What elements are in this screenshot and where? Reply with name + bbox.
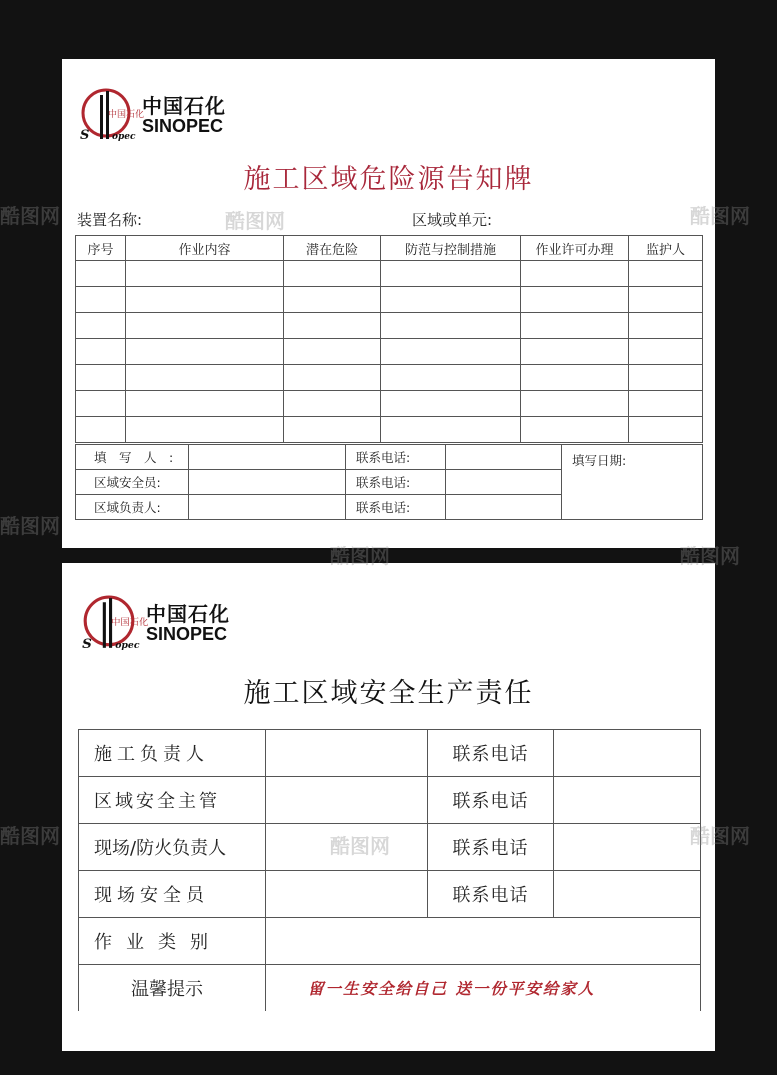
logo-en-text: SINOPEC bbox=[142, 116, 224, 137]
filler-field[interactable] bbox=[189, 445, 346, 470]
phone-label: 联系电话: bbox=[346, 445, 446, 470]
table-row bbox=[76, 261, 703, 287]
phone-label: 联系电话 bbox=[428, 824, 554, 871]
device-name-label: 装置名称: bbox=[77, 211, 143, 229]
area-safety-supervisor-label: 区域安全主管 bbox=[79, 777, 266, 824]
hazard-cell[interactable] bbox=[381, 365, 521, 391]
hazard-cell[interactable] bbox=[284, 261, 381, 287]
table-row bbox=[79, 777, 701, 824]
header-cell: 监护人 bbox=[629, 236, 703, 261]
table-row bbox=[79, 730, 701, 777]
work-type-field[interactable] bbox=[266, 918, 701, 965]
hazard-notice-title: 施工区域危险源告知牌 bbox=[243, 164, 534, 195]
table-row bbox=[76, 391, 703, 417]
area-safety-field[interactable] bbox=[189, 470, 346, 495]
phone-field[interactable] bbox=[446, 445, 562, 470]
construction-head-field[interactable] bbox=[266, 730, 428, 777]
watermark-brand: 酷图网 bbox=[0, 824, 60, 848]
area-safety-label: 区域安全员: bbox=[76, 470, 189, 495]
table-row bbox=[76, 313, 703, 339]
phone-field[interactable] bbox=[554, 777, 701, 824]
hazard-cell[interactable] bbox=[126, 417, 284, 443]
svg-text:opec: opec bbox=[112, 132, 136, 142]
hazard-cell[interactable] bbox=[76, 261, 126, 287]
hazard-cell[interactable] bbox=[126, 365, 284, 391]
svg-text:opec: opec bbox=[115, 639, 140, 651]
table-row bbox=[76, 417, 703, 443]
header-cell: 作业内容 bbox=[126, 236, 284, 261]
header-cell: 防范与控制措施 bbox=[381, 236, 521, 261]
phone-label: 联系电话 bbox=[428, 730, 554, 777]
header-cell: 潜在危险 bbox=[284, 236, 381, 261]
svg-text:S: S bbox=[80, 128, 90, 143]
hazard-cell[interactable] bbox=[629, 417, 703, 443]
tip-label: 温馨提示 bbox=[79, 965, 266, 1012]
hazard-cell[interactable] bbox=[521, 287, 629, 313]
hazard-cell[interactable] bbox=[284, 339, 381, 365]
safety-slogan: 留一生安全给自己 送一份平安给家人 bbox=[266, 965, 701, 1012]
responsibility-card bbox=[62, 563, 715, 1051]
hazard-cell[interactable] bbox=[284, 313, 381, 339]
hazard-cell[interactable] bbox=[126, 313, 284, 339]
phone-field[interactable] bbox=[446, 470, 562, 495]
responsibility-title: 施工区域安全生产责任 bbox=[243, 678, 534, 709]
phone-field[interactable] bbox=[446, 495, 562, 520]
hazard-cell[interactable] bbox=[126, 339, 284, 365]
phone-label: 联系电话 bbox=[428, 777, 554, 824]
hazard-cell[interactable] bbox=[381, 313, 521, 339]
construction-head-label: 施工负责人 bbox=[79, 730, 266, 777]
hazard-cell[interactable] bbox=[629, 261, 703, 287]
logo-cn-text: 中国石化 bbox=[146, 602, 230, 627]
watermark-brand: 酷图网 bbox=[680, 544, 740, 568]
hazard-cell[interactable] bbox=[381, 287, 521, 313]
hazard-cell[interactable] bbox=[284, 391, 381, 417]
hazard-cell[interactable] bbox=[381, 261, 521, 287]
hazard-cell[interactable] bbox=[629, 391, 703, 417]
phone-label: 联系电话: bbox=[346, 495, 446, 520]
hazard-cell[interactable] bbox=[284, 365, 381, 391]
header-cell: 作业许可办理 bbox=[521, 236, 629, 261]
hazard-cell[interactable] bbox=[521, 261, 629, 287]
hazard-cell[interactable] bbox=[284, 417, 381, 443]
sinopec-emblem-icon bbox=[80, 593, 149, 655]
watermark-brand: 酷图网 bbox=[330, 834, 390, 858]
hazard-cell[interactable] bbox=[629, 339, 703, 365]
watermark-brand: 酷图网 bbox=[690, 204, 750, 228]
watermark-brand: 酷图网 bbox=[0, 204, 60, 228]
hazard-cell[interactable] bbox=[76, 287, 126, 313]
hazard-cell[interactable] bbox=[521, 313, 629, 339]
table-row bbox=[76, 287, 703, 313]
watermark-brand: 酷图网 bbox=[225, 209, 285, 233]
hazard-cell[interactable] bbox=[629, 313, 703, 339]
area-unit-label: 区域或单元: bbox=[412, 211, 493, 229]
header-cell: 序号 bbox=[76, 236, 126, 261]
hazard-cell[interactable] bbox=[76, 391, 126, 417]
hazard-table bbox=[75, 235, 703, 443]
hazard-cell[interactable] bbox=[76, 417, 126, 443]
hazard-cell[interactable] bbox=[126, 287, 284, 313]
table-row bbox=[76, 445, 703, 470]
watermark-brand: 酷图网 bbox=[330, 544, 390, 568]
sinopec-emblem-icon bbox=[78, 87, 145, 145]
svg-text:中国石化: 中国石化 bbox=[108, 110, 145, 120]
fill-date-label: 填写日期: bbox=[562, 445, 703, 520]
hazard-cell[interactable] bbox=[629, 365, 703, 391]
area-safety-supervisor-field[interactable] bbox=[266, 777, 428, 824]
sinopec-logo bbox=[78, 87, 226, 145]
hazard-cell[interactable] bbox=[76, 339, 126, 365]
hazard-cell[interactable] bbox=[76, 365, 126, 391]
fire-head-label: 现场/防火负责人 bbox=[79, 824, 266, 871]
area-head-label: 区域负责人: bbox=[76, 495, 189, 520]
logo-en-text: SINOPEC bbox=[146, 624, 228, 645]
table-row bbox=[79, 918, 701, 965]
watermark-brand: 酷图网 bbox=[0, 514, 60, 538]
hazard-cell[interactable] bbox=[521, 391, 629, 417]
hazard-cell[interactable] bbox=[629, 287, 703, 313]
site-safety-officer-field[interactable] bbox=[266, 871, 428, 918]
phone-field[interactable] bbox=[554, 730, 701, 777]
hazard-table-header bbox=[76, 236, 703, 261]
hazard-cell[interactable] bbox=[521, 417, 629, 443]
watermark-brand: 酷图网 bbox=[690, 824, 750, 848]
phone-label: 联系电话 bbox=[428, 871, 554, 918]
phone-label: 联系电话: bbox=[346, 470, 446, 495]
table-row bbox=[79, 965, 701, 1012]
phone-field[interactable] bbox=[554, 871, 701, 918]
work-type-label: 作业类别 bbox=[79, 918, 266, 965]
hazard-cell[interactable] bbox=[381, 339, 521, 365]
table-row bbox=[79, 871, 701, 918]
hazard-cell[interactable] bbox=[521, 339, 629, 365]
site-safety-officer-label: 现场安全员 bbox=[79, 871, 266, 918]
hazard-cell[interactable] bbox=[76, 313, 126, 339]
hazard-notice-card bbox=[62, 59, 715, 548]
hazard-cell[interactable] bbox=[284, 287, 381, 313]
phone-field[interactable] bbox=[554, 824, 701, 871]
svg-text:S: S bbox=[82, 635, 92, 652]
area-head-field[interactable] bbox=[189, 495, 346, 520]
signature-table bbox=[75, 444, 703, 520]
hazard-cell[interactable] bbox=[126, 391, 284, 417]
svg-text:中国石化: 中国石化 bbox=[111, 617, 149, 629]
table-row bbox=[76, 365, 703, 391]
hazard-cell[interactable] bbox=[521, 365, 629, 391]
responsibility-table bbox=[78, 729, 701, 1011]
hazard-cell[interactable] bbox=[126, 261, 284, 287]
hazard-cell[interactable] bbox=[381, 417, 521, 443]
logo-cn-text: 中国石化 bbox=[142, 94, 226, 119]
hazard-cell[interactable] bbox=[381, 391, 521, 417]
sinopec-logo bbox=[80, 593, 230, 655]
table-row bbox=[76, 339, 703, 365]
filler-label: 填 写 人 : bbox=[76, 445, 189, 470]
